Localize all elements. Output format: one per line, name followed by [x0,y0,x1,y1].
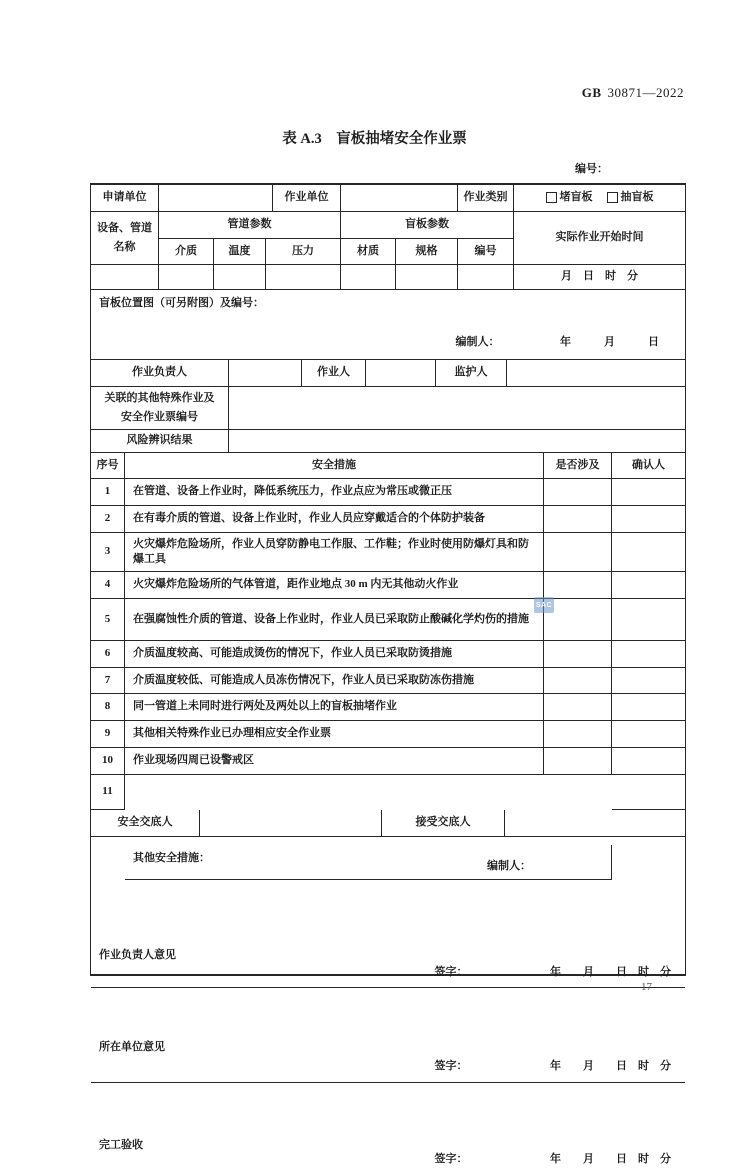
completion-acceptance-label: 完工验收 [99,1139,143,1151]
medium-label: 介质 [159,239,214,265]
col-header-no: 序号 [91,453,125,479]
work-category-label: 作业类别 [458,185,514,212]
involved-cell [544,668,612,694]
related-work-line2: 安全作业票编号 [121,411,198,423]
standard-prefix: GB [581,85,602,100]
measure-text: 介质温度较低、可能造成人员冻伤情况下，作业人员已采取防冻伤措施 [125,668,544,694]
sac-watermark: SAC [534,597,554,613]
measure-no: 9 [91,721,125,748]
temperature-value [214,265,266,290]
involved-cell [544,641,612,668]
unit-opinion-cell [91,1034,685,1083]
related-work-line1: 关联的其他特殊作业及 [104,392,215,405]
guardian-label: 监护人 [436,360,507,387]
blind-position-map-cell [91,290,685,360]
confirm-cell [612,641,685,668]
pressure-label: 压力 [266,239,341,265]
involved-cell [544,599,612,641]
col-header-involved: 是否涉及 [544,453,612,479]
measure-no: 10 [91,748,125,775]
guardian-value [507,360,685,387]
risk-identification-value [229,430,685,453]
measure-text: 在有毒介质的管道、设备上作业时，作业人员应穿戴适合的个体防护装备 [125,506,544,533]
checkbox-block-blind[interactable] [546,190,593,205]
material-value [341,265,396,290]
worker-value [366,360,436,387]
spec-value [396,265,458,290]
work-leader-label: 作业负责人 [91,360,229,387]
checkbox-block-blind-label: 堵盲板 [559,191,593,204]
table-title: 表 A.3 盲板抽堵安全作业票 [282,131,467,147]
completion-sign-line: 签字： 年 月 日 时 分 [434,1152,671,1165]
related-work-label [91,387,229,430]
page-number: 17 [641,981,652,993]
measure-text: 同一管道上未同时进行两处及两处以上的盲板抽堵作业 [125,694,544,721]
measure-text: 作业现场四周已设警戒区 [125,748,544,775]
other-measures-label: 其他安全措施： [133,852,210,864]
measure-no: 2 [91,506,125,533]
risk-identification-label: 风险辨识结果 [91,430,229,453]
other-measures-cell [125,845,612,880]
work-leader-value [229,360,302,387]
spec-label: 规格 [396,239,458,265]
measure-text: 火灾爆炸危险场所的气体管道，距作业地点 30 m 内无其他动火作业 [125,572,544,599]
work-unit-label: 作业单位 [273,185,341,212]
confirm-cell [612,694,685,721]
unit-opinion-sign-line: 签字： 年 月 日 时 分 [434,1059,671,1072]
temperature-label: 温度 [214,239,266,265]
measure-no: 8 [91,694,125,721]
pressure-value [266,265,341,290]
standard-number [582,85,684,101]
number-label: 编号 [458,239,514,265]
measure-text: 介质温度较高、可能造成烫伤的情况下，作业人员已采取防烫措施 [125,641,544,668]
confirm-cell [612,668,685,694]
checkbox-icon[interactable] [546,192,557,203]
work-category-options [514,185,685,212]
checkbox-icon[interactable] [607,192,618,203]
col-header-measure: 安全措施 [125,453,544,479]
briefing-receiver-label: 接受交底人 [382,810,505,837]
doc-number-label: 编号： [575,163,608,175]
measure-no: 7 [91,668,125,694]
standard-code: 30871—2022 [607,85,684,100]
other-measures-preparer: 编制人： [487,859,531,872]
involved-cell [544,479,612,506]
involved-cell [544,506,612,533]
pipe-params-header: 管道参数 [159,212,341,239]
number-value [458,265,514,290]
material-label: 材质 [341,239,396,265]
completion-acceptance-cell [91,1132,685,1174]
involved-cell [544,721,612,748]
blind-position-map-label: 盲板位置图（可另附图）及编号： [99,297,264,309]
measure-text: 在管道、设备上作业时，降低系统压力，作业点应为常压或微正压 [125,479,544,506]
device-pipe-name-label [91,212,159,265]
involved-cell [544,694,612,721]
unit-opinion-label: 所在单位意见 [99,1041,165,1053]
device-pipe-name-line1: 设备、管道 [97,222,152,235]
briefing-giver-value [200,810,382,837]
blind-params-header: 盲板参数 [341,212,514,239]
medium-value [159,265,214,290]
briefing-giver-label: 安全交底人 [91,810,200,837]
measure-no: 11 [91,775,125,810]
apply-unit-label: 申请单位 [91,185,159,212]
leader-opinion-label: 作业负责人意见 [99,949,176,961]
confirm-cell [612,572,685,599]
confirm-cell [612,533,685,572]
measure-text: 其他相关特殊作业已办理相应安全作业票 [125,721,544,748]
measure-no: 6 [91,641,125,668]
confirm-cell [612,775,685,810]
measure-no: 4 [91,572,125,599]
work-unit-value [341,185,458,212]
measure-text: 火灾爆炸危险场所，作业人员穿防静电工作服、工作鞋；作业时使用防爆灯具和防爆工具 [125,533,544,572]
briefing-receiver-value [505,810,685,837]
start-time-value: 月 日 时 分 [514,265,685,290]
apply-unit-value [159,185,273,212]
col-header-confirm: 确认人 [612,453,685,479]
related-work-value [229,387,685,430]
measure-no: 3 [91,533,125,572]
checkbox-extract-blind-label: 抽盲板 [620,191,654,204]
confirm-cell [612,721,685,748]
measure-text: 在强腐蚀性介质的管道、设备上作业时，作业人员已采取防止酸碱化学灼伤的措施 [125,599,544,641]
measure-no: 5 [91,599,125,641]
involved-cell [544,572,612,599]
confirm-cell [612,748,685,775]
leader-opinion-sign-line: 签字： 年 月 日 时 分 [434,965,671,978]
worker-label: 作业人 [302,360,366,387]
actual-start-time-header: 实际作业开始时间 [514,212,685,265]
position-map-preparer-line: 编制人： 年 月 日 [455,335,659,348]
leader-opinion-cell [91,942,685,988]
involved-cell [544,533,612,572]
confirm-cell [612,479,685,506]
confirm-cell [612,506,685,533]
device-pipe-name-line2: 名称 [113,241,136,253]
checkbox-extract-blind[interactable] [607,190,654,205]
device-name-value [91,265,159,290]
involved-cell [544,748,612,775]
confirm-cell [612,599,685,641]
measure-no: 1 [91,479,125,506]
